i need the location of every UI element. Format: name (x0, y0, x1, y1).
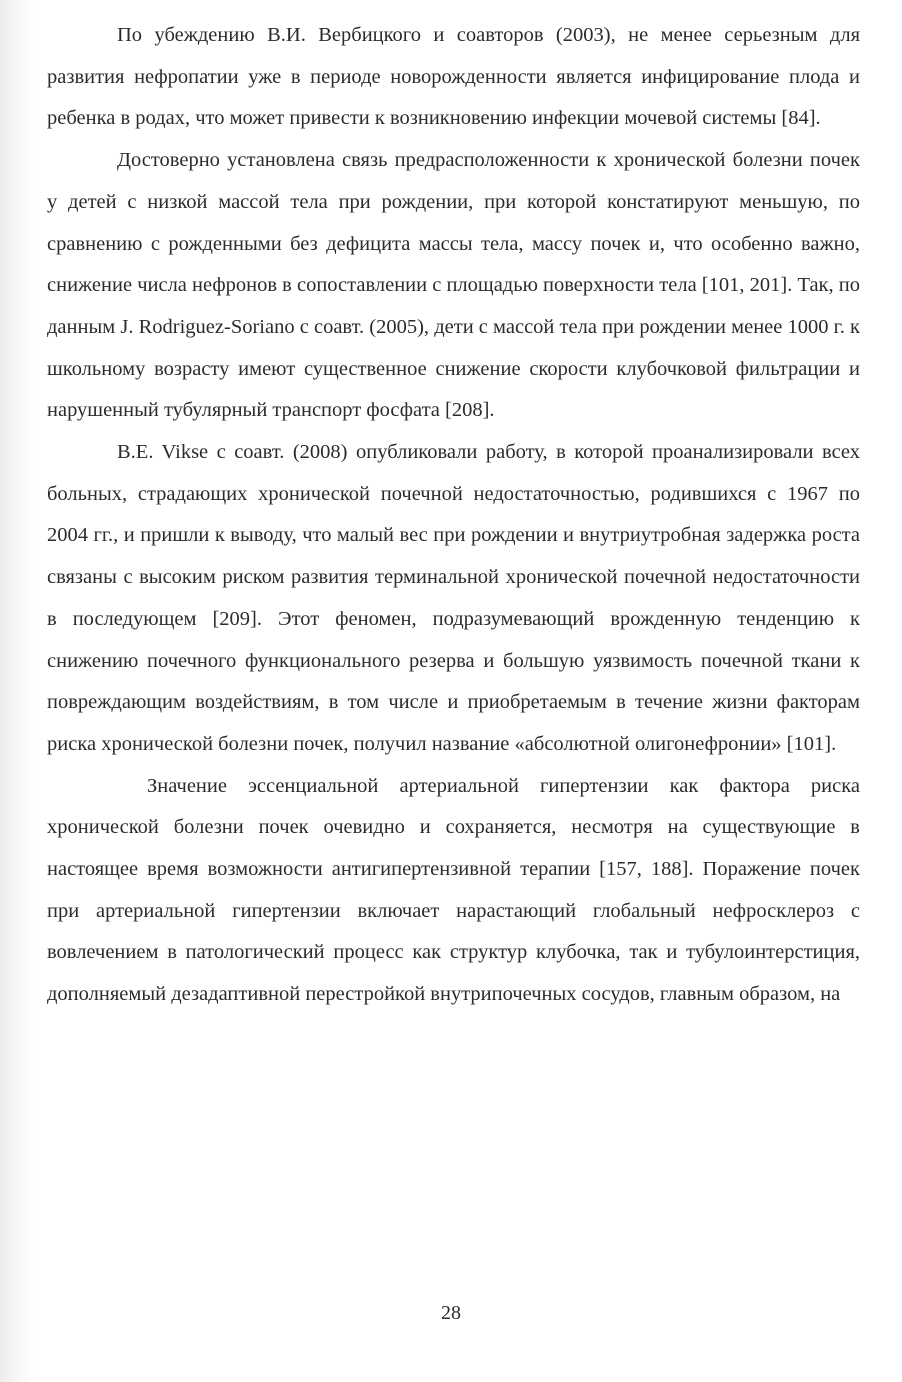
page-number: 28 (441, 1302, 461, 1324)
paragraph-2: Достоверно установлена связь предрасположенности к хронической болезни почек у детей с низкой массой тела при рождении, при которой констатируют меньшую, по сравнению с рожденными без дефицита массы тела, массу почек и, что особенно важно, снижение числа нефронов в сопоставлении с площадью поверхности тела [101, 201]. Так, по данным J. Rodriguez-Soriano с соавт. (2005), дети с массой тела при рождении менее 1000 г. к школьному возрасту имеют существенное снижение скорости клубочковой фильтрации и нарушенный тубулярный транспорт фосфата [208]. (47, 149, 860, 422)
document-page (47, 15, 860, 1016)
paragraph-3: B.E. Vikse с соавт. (2008) опубликовали работу, в которой проанализировали всех больных, страдающих хронической почечной недостаточностью, родившихся с 1967 по 2004 гг., и пришли к выводу, что малый вес при рождении и внутриутробная задержка роста связаны с высоким риском развития терминальной хронической почечной недостаточности в последующем [209]. Этот феномен, подразумевающий врожденную тенденцию к снижению почечного функционального резерва и большую уязвимость почечной ткани к повреждающим воздействиям, в том числе и приобретаемым в течение жизни факторам риска хронической болезни почек, получил название «абсолютной олигонефронии» [101]. (47, 441, 860, 755)
paragraph-4: Значение эссенциальной артериальной гипертензии как фактора риска хронической болезни почек очевидно и сохраняется, несмотря на существующие в настоящее время возможности антигипертензивной терапии [157, 188]. Поражение почек при артериальной гипертензии включает нарастающий глобальный нефросклероз с вовлечением в патологический процесс как структур клубочка, так и тубулоинтерстиция, дополняемый дезадаптивной перестройкой внутрипочечных сосудов, главным образом, на (47, 774, 860, 1006)
paragraph-1: По убеждению В.И. Вербицкого и соавторов (2003), не менее серьезным для развития нефропатии уже в периоде новорожденности является инфицирование плода и ребенка в родах, что может привести к возникновению инфекции мочевой системы [84]. (47, 24, 860, 130)
scan-shadow-edge (0, 0, 34, 1382)
